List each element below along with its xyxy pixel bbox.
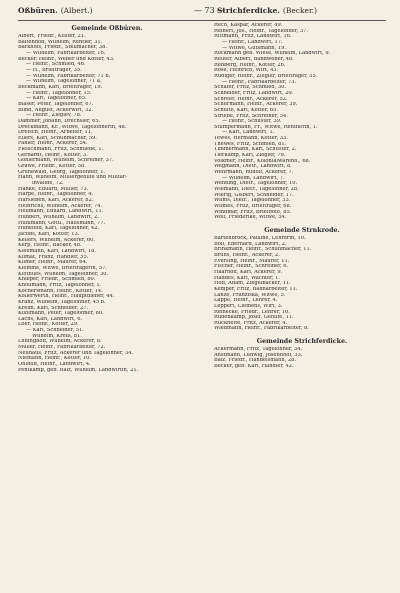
list-item: Rockmann geb. Wiese, Wilhelm, Landwirt, 9. <box>214 51 331 57</box>
list-item: — Karl, Landwirt, 1. <box>222 130 275 136</box>
list-item: Rüdenkamp, Josef, Gehilfe, 11. <box>214 315 294 321</box>
header-right-sub: (Becker.) <box>282 6 318 15</box>
list-item: Barkhofs, Friedr., Stellmacher, 38. <box>18 45 108 51</box>
list-item: — Heinr., Tagelöhner, 15. <box>26 90 92 96</box>
list-item: Schäfer, Fritz, Schmied, 30. <box>214 85 286 91</box>
list-item: Haddes, Karl, Wächter, 1. <box>214 275 281 281</box>
spacer <box>214 332 390 336</box>
list-item: Kreim, Karl, Schneider, 27. <box>18 305 89 311</box>
list-item: Eilers, Karl, Schuhmacher, 59. <box>18 135 97 141</box>
entry-list-ossbueren <box>18 34 196 373</box>
list-item: Lappe, Heinr., Lehrer, 4. <box>214 298 278 304</box>
list-item: — Heinr., Zieglev, 78. <box>26 113 82 119</box>
list-item: Huhlmann, Gottl., Hausmann, 77. <box>18 220 106 226</box>
list-item: Wenning, Dietr., Tagelöhner, 10. <box>214 181 298 187</box>
left-column <box>18 23 196 373</box>
list-item: Reinecke, Friedr., Lehrer, 10. <box>214 309 290 315</box>
list-item: Rehberg, Heinr., Kötter, 26. <box>214 62 286 68</box>
section-title-ossbueren: Gemeinde Oßbüren. <box>71 25 143 32</box>
list-item: Balz, Friedr., Handelsmann, 28. <box>214 358 296 364</box>
header-left-sub: (Albert.) <box>60 6 93 15</box>
list-item: Bartenbröck, Pauline, Lehrerin, 10. <box>214 235 306 241</box>
list-item: Bläser, Peter, Tagelöhner, 67. <box>18 101 94 107</box>
list-item: Hünefeld, Karl, Tagelöhner, 42. <box>18 226 99 232</box>
list-item: Wilms, Dietr., Tagelöhner, 33. <box>214 198 291 204</box>
list-item: Baltenhoff, Wilhelm, Rentier, 31. <box>18 39 103 45</box>
list-item: Becker, Heinr., Weber und Kötter, 43. <box>18 56 115 62</box>
list-item: Rüdiger, Heinr., Ziegler, Briefträger, 55. <box>214 73 318 79</box>
list-item: Hoff, Adam, Ziegelbäcker, 11. <box>214 281 291 287</box>
list-item: Reuter, Albert, Bandweber, 48. <box>214 56 294 62</box>
list-item: Becker, geb. Karl, Händler, 42. <box>214 364 294 370</box>
list-item: Klimer, Heinr., Maurer, 64. <box>18 260 88 266</box>
list-item: Wiedmann, Heinr., Fabrikarbeiter, 8. <box>214 326 309 332</box>
list-item: Wolf, Friederike, Witwe, 54. <box>214 215 287 221</box>
list-item: Reinert, Jos., Heinr., Tagelöhner, 37. <box>214 28 308 34</box>
list-item: Rech, Kaspar, Ackerer, 49. <box>214 23 283 28</box>
list-item: — Heinr., Landwirt, 17. <box>222 39 283 45</box>
list-item: Löer, Heinr., Kötter, 29. <box>18 322 79 328</box>
list-item: invalide, 72. <box>32 181 64 187</box>
list-item: Rose, Heinrich, Wirt, 43. <box>214 68 279 74</box>
list-item: Bruhs, Heinr., Ackerer, 2. <box>214 252 280 258</box>
list-item: Windmar, Fritz, Briefbote, 85. <box>214 209 292 215</box>
list-item: — Heinr., Schuster, 39. <box>222 119 282 125</box>
list-item: Thewes, Fritz, Schmied, 81. <box>214 141 287 147</box>
list-item: Gerhardt, Heinr., Kötter, 3. <box>18 152 88 158</box>
list-item: — Wilhelm, Tagelöhner, 71 a. <box>26 79 102 85</box>
list-item: Göhlermann, Wilhelm, Schreiner, 37. <box>18 158 114 164</box>
list-item: Tierkamp, Karl, Ziegler, 79. <box>214 153 286 159</box>
list-item: Köllerwerth, Heinr., Hauptdiener, 44. <box>18 294 115 300</box>
list-item: Fleischmann, Fritz, Schmiede, 1. <box>18 147 104 153</box>
entry-list-continued <box>214 23 390 221</box>
list-item: Schürmann, Heinr., Ackerer, 39. <box>214 102 298 108</box>
list-item: Harpe, Heinr., Tagelöhner, 4. <box>18 192 94 198</box>
entry-list-strichferdicke <box>214 347 390 370</box>
page-number: — 73 — <box>194 6 226 15</box>
list-item: Hanke, Eduard, Müller, 73. <box>18 186 89 192</box>
list-item: Rückhefte, Fritz, Ackerer, 4. <box>214 320 288 326</box>
list-item: Hellmann, Eduard, Landwirt, 11. <box>18 209 104 215</box>
list-item: Wehrmann, Rudolf, Ackerer, 7. <box>214 170 294 176</box>
header-left <box>18 3 93 19</box>
list-item: Wiemann, Dietr., Tagelöhner, 28. <box>214 187 299 193</box>
entry-list-strnkrode <box>214 236 390 332</box>
list-item: Kemper, Fritz, Bahnarbeiter, 11. <box>214 286 298 292</box>
list-item: Striebe, Fritz, Schreiner, 54. <box>214 113 288 119</box>
list-item: — Karl, Tagelöhner, 65. <box>26 96 87 102</box>
list-item: Anstmann, Ludwig, Josefinhof, 33. <box>214 352 303 358</box>
list-item: Eversing, Heinr., Maurer, 11. <box>214 258 290 264</box>
list-item: Kuhlmann, Peter, Tagelöhner, 80. <box>18 311 104 317</box>
list-item: Heinrichs, Wilhelm, Ackerer, 74. <box>18 203 103 209</box>
list-item: Neuhaus, Fritz, Ackerer und Tagelöhner, 34. <box>18 350 134 356</box>
list-item: Klimat, Franz, Händler, 55. <box>18 254 89 260</box>
list-item: Hahn, Wilhelm, Müllergehilfe und Militär- <box>18 175 127 181</box>
list-item: Dreckmann, Kr., Witwe, Tagelöhnerin, 48. <box>18 124 127 130</box>
list-item: Kellers, Wilhelm, Ackerer, 60. <box>18 237 95 243</box>
list-item: Kochersmann, Heinr., Kötter, 14. <box>18 288 103 294</box>
list-item: Schneider, Fritz, Landwirt, 20. <box>214 90 294 96</box>
list-item: Wilmes, Fritz, Briefträger, 68. <box>214 204 292 209</box>
list-item: Blind, August, Ackerwirt, 32. <box>18 107 94 113</box>
list-item: Volkmer, Heinr., Kolonialwarenh., 68. <box>214 158 311 164</box>
list-item: Rittmann, Fritz, Landwirt, 16. <box>214 34 292 40</box>
list-item: Hubbert, Wilhelm, Landwirt, 2. <box>18 215 99 220</box>
section-title-strichferdicke: Gemeinde Strichferdicke. <box>256 338 348 346</box>
list-item: Kleemann, Karl, Landwirt, 18. <box>18 248 97 254</box>
list-item: Wierig, Gisbert, Schneider, 17. <box>214 192 294 198</box>
list-item: Stümpermann, Fr., Witwe, Rentnerin, 1. <box>214 124 318 130</box>
list-item: Wegmann, Dietr., Landwirt, 8. <box>214 164 292 170</box>
list-item: Müller, Heinr., Fabrikarbeiter, 72. <box>18 345 106 351</box>
list-item: Schreer, Heinr., Ackerer, 52. <box>214 96 288 102</box>
list-item: Kerp, Heinr., Bäcker, 48. <box>18 243 82 249</box>
list-item: Timmermann, Karl, Schuster, 2. <box>214 147 297 153</box>
right-column <box>214 23 390 370</box>
list-item: — Heinr., Schmied, 46. <box>26 62 86 68</box>
list-item: Ackermann, Fritz, Tagelöhner, 34. <box>214 347 303 353</box>
list-item: Klemme, Witwe, Briefträgerin, 57. <box>18 265 107 271</box>
list-item: — Wilhelm, Landwirt, 7. <box>222 175 285 181</box>
list-item: Fischer, Heinr., Schreiner, 6. <box>214 264 289 270</box>
list-item: Pentkamp, geb. Balz, Wilhelm, Landwirtin, 21. <box>18 367 139 373</box>
list-item: Klothues, Wilhelm, Tagelöhner, 30. <box>18 271 109 277</box>
header-rule <box>18 20 386 21</box>
list-item: — Wilhelm, Fabrikarbeiter, 16. <box>26 50 106 56</box>
list-item: — Witwe, Gutsmann, 19. <box>222 45 286 51</box>
list-item: Lachs, Karl, Landwirt, 6. <box>18 316 83 322</box>
section-title-strnkrode: Gemeinde Strnkrode. <box>264 226 340 234</box>
list-item: Albert, Friedr., Küster, 21. <box>18 34 86 39</box>
list-item: Haarhoff, Karl, Ackerer, 9. <box>214 269 283 275</box>
list-item: Tewes, Hermann, Kötter, 33. <box>214 136 288 142</box>
list-item: Kranz, Wilhelm, Tagelöhner, 45 b. <box>18 299 106 305</box>
header-left-title: Oßbüren. <box>18 6 58 15</box>
list-item: Dammer, Johann, Drechsler, 65. <box>18 118 101 124</box>
list-item: Gräwe, Friedr., Kötter, 58. <box>18 164 86 170</box>
list-item: Wilhelm, Kreiß, 81. <box>32 333 83 339</box>
list-item: — Wilhelm, Fabrikarbeiter, 71 b. <box>26 73 111 79</box>
list-item: — Heinr., Fabrikarbeiter, 73. <box>222 79 297 85</box>
list-item: Harsleben, Karl, Ackerer, 82. <box>18 198 94 204</box>
list-item: Grünewald, Georg, Tagelöhner, 1. <box>18 169 106 175</box>
list-item: Lüdinghoff, Wilhelm, Ackerer, 8. <box>18 339 102 345</box>
list-item: Knieper, Friedr., Schmied, 80. <box>18 277 96 283</box>
list-item: Beckmann, Karl, Briefträger, 19. <box>18 84 103 90</box>
list-item: Ohlhoff, Heinr., Landwirt, 4. <box>18 362 91 368</box>
list-item: Fahler, Heinr., Ackerer, 54. <box>18 141 88 147</box>
list-item: Niemann, Heinr., Kötter, 10. <box>18 356 91 362</box>
list-item: Jacobs, Karl, Kötter, 13. <box>18 231 80 237</box>
list-item: — H., Briefträger, 35. <box>26 67 82 73</box>
header-right-title: Strichferdicke. <box>217 6 280 15</box>
spacer <box>214 221 390 225</box>
list-item: — Karl, Schneider, 51. <box>26 328 84 334</box>
list-item: Leppert, Clemens, Wirt, 3. <box>214 303 283 309</box>
list-item: Lanze, Franziska, Witwe, 5. <box>214 292 286 298</box>
header-right <box>217 3 317 19</box>
list-item: Dreisch, Heinr., Arbeiter, 11. <box>18 130 93 136</box>
list-item: Brinkmann, Heinr., Schuhmacher, 11. <box>214 247 312 253</box>
list-item: Böll, Eberhard, Landwirt, 2. <box>214 241 287 247</box>
page-header <box>18 3 386 19</box>
list-item: Knollmann, Fritz, Tagelöhner, 1. <box>18 282 102 288</box>
list-item: Schulte, Karl, Kötter, 65. <box>214 107 279 113</box>
